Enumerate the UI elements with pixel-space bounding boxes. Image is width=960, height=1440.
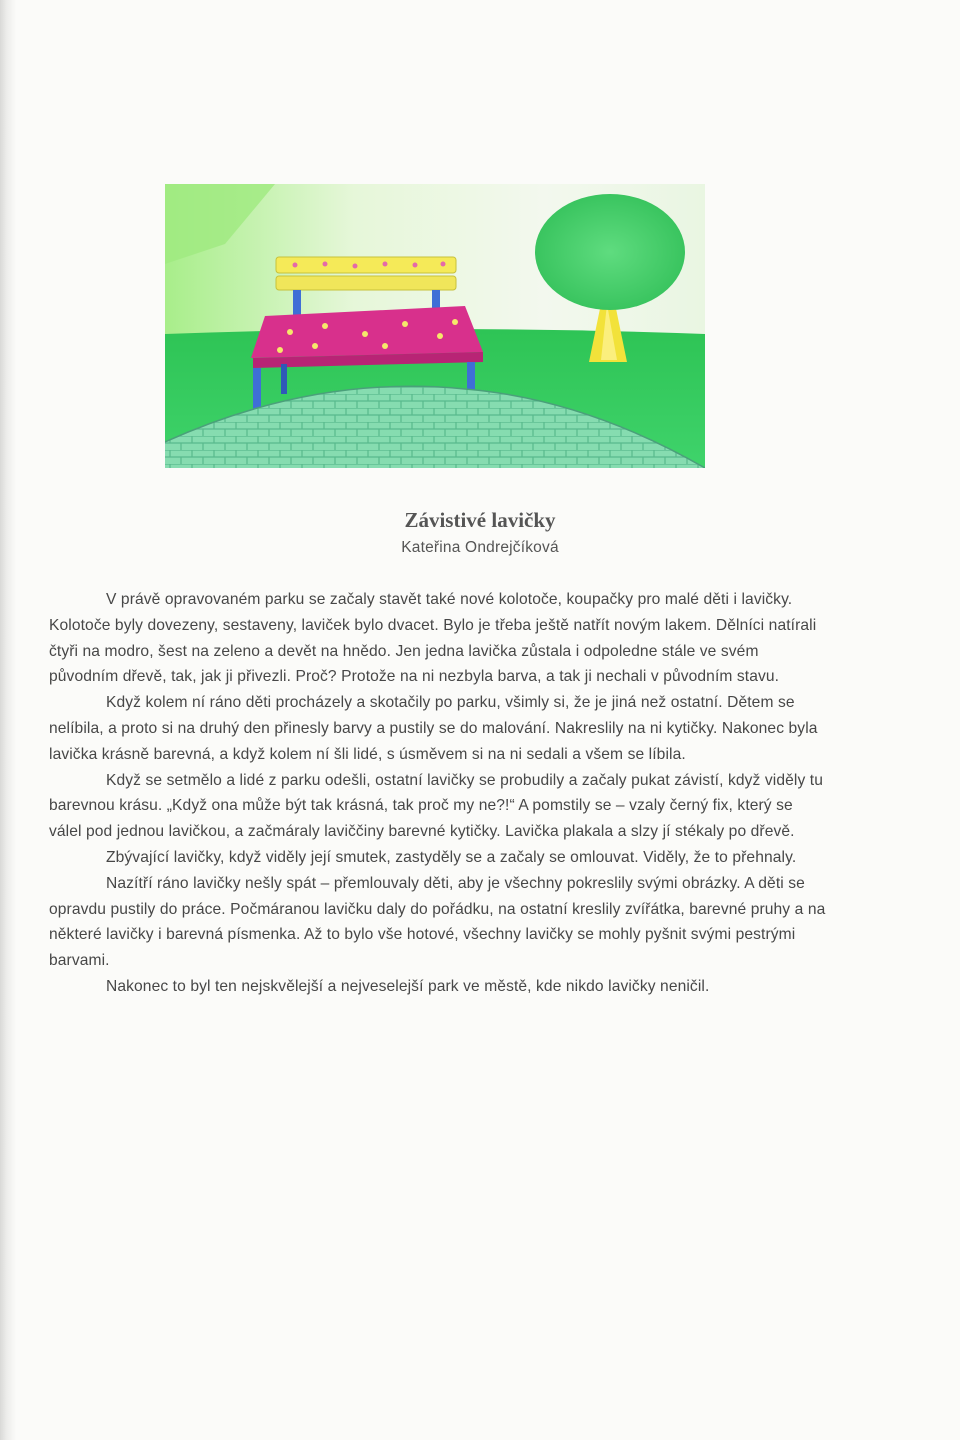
story-paragraph: Když se setmělo a lidé z parku odešli, ostatní lavičky se probudily a začaly pukat závistí, když viděly tu barevnou krásu. „Když ona může být tak krásná, tak proč my ne?!“ A pomstily se – vzaly černý fix, který se válel pod jednou lavičkou, a začmáraly laviččiny barevné kytičky. Lavička plakala a slzy jí stékaly po dřevě. <box>49 771 823 841</box>
story-paragraph: Zbývající lavičky, když viděly její smutek, zastyděly se a začaly se omlouvat. Viděly, že to přehnaly. <box>106 848 797 866</box>
page-binding-shadow <box>0 0 16 1440</box>
park-bench-drawing-icon <box>165 184 705 468</box>
story-author: Kateřina Ondrejčíková <box>401 539 559 556</box>
story-body <box>49 587 827 1000</box>
story-paragraph: V právě opravovaném parku se začaly stavět také nové kolotoče, koupačky pro malé děti i lavičky. Kolotoče byly dovezeny, sestaveny, laviček bylo dvacet. Bylo je třeba ještě natřít novým lakem. Dělníci natírali čtyři na modro, šest na zeleno a devět na hnědo. Jen jedna lavička zůstala i odpoledne stále ve svém původním dřevě, tak, jak ji přivezli. Proč? Protože na ni nezbyla barva, a tak ji nechali v původním stavu. <box>49 591 817 686</box>
bench-illustration <box>165 184 705 468</box>
story-paragraph: Když kolem ní ráno děti procházely a skotačily po parku, všimly si, že je jiná než ostatní. Dětem se nelíbila, a proto si na druhý den přinesly barvy a pustily se do malování. Nakreslily na ni kytičky. Nakonec byla lavička krásně barevná, a když kolem ní šli lidé, s úsměvem si na ni sedali a všem se líbila. <box>49 694 818 763</box>
story-paragraph: Nazítří ráno lavičky nešly spát – přemlouvaly děti, aby je všechny pokreslily svými obrázky. A děti se opravdu pustily do práce. Počmáranou lavičku daly do pořádku, na ostatní kreslily zvířátka, barevné pruhy a na některé lavičky i barevná písmenka. Až to bylo vše hotové, všechny lavičky se mohly pyšnit svými pestrými barvami. <box>49 874 826 970</box>
story-title: Závistivé lavičky <box>404 508 556 532</box>
story-paragraph: Nakonec to byl ten nejskvělejší a nejveselejší park ve městě, kde nikdo lavičky neničil. <box>106 977 710 995</box>
